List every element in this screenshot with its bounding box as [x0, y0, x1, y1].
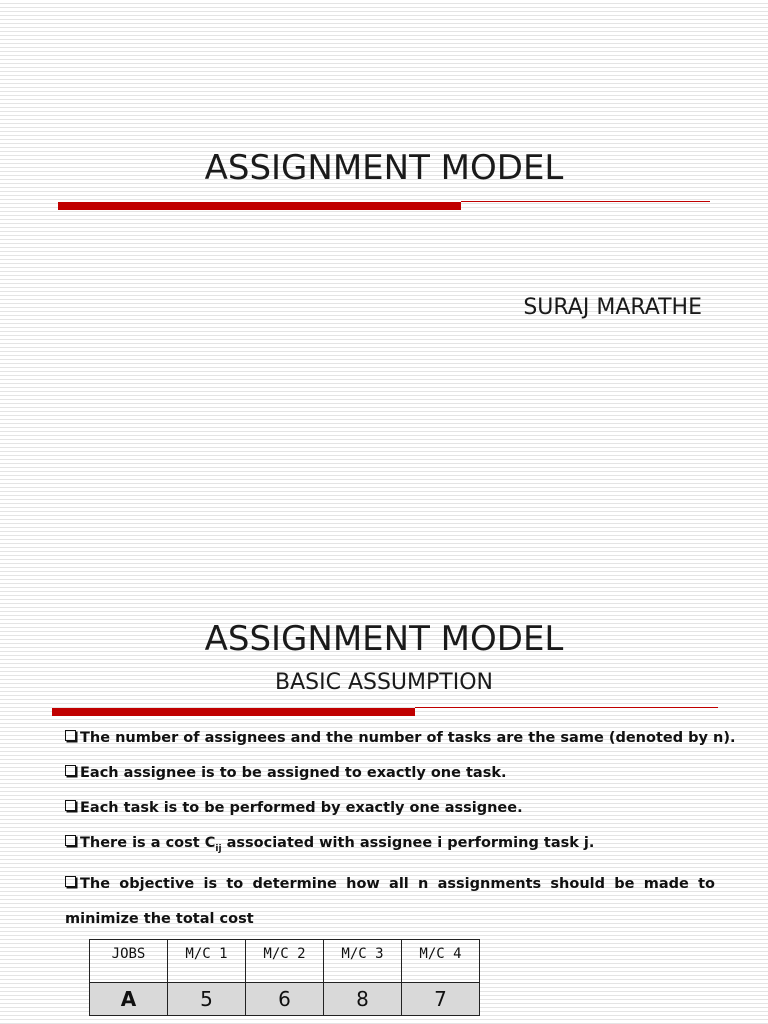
list-item: Each assignee is to be assigned to exactly one task.	[65, 756, 715, 791]
checkbox-bullet-icon	[65, 835, 76, 846]
checkbox-bullet-icon	[65, 800, 76, 811]
title-underline-thick	[58, 202, 461, 210]
checkbox-bullet-icon	[65, 876, 76, 887]
table-header-cell: JOBS	[90, 940, 168, 983]
checkbox-bullet-icon	[65, 730, 76, 741]
table-header-cell: M/C 3	[324, 940, 402, 983]
cost-table	[89, 939, 480, 1016]
cost-subscript: ij	[215, 843, 222, 854]
subtitle-underline-thin	[415, 707, 718, 708]
author-name: SURAJ MARATHE	[523, 295, 702, 320]
table-cell: 8	[324, 983, 402, 1016]
checkbox-bullet-icon	[65, 765, 76, 776]
table-header-cell: M/C 4	[402, 940, 480, 983]
slide-2	[0, 512, 768, 1024]
table-header-row	[90, 940, 480, 983]
title-underline-thin	[461, 201, 710, 202]
slide-1-title: ASSIGNMENT MODEL	[204, 148, 564, 188]
list-item: The number of assignees and the number of tasks are the same (denoted by n).	[65, 721, 715, 756]
table-cell: 7	[402, 983, 480, 1016]
list-item: Each task is to be performed by exactly one assignee.	[65, 791, 715, 826]
table-header-cell: M/C 2	[246, 940, 324, 983]
slide-2-subtitle: BASIC ASSUMPTION	[275, 670, 493, 695]
list-item: The objective is to determine how all n assignments should be made to	[65, 867, 715, 902]
table-header-cell: M/C 1	[168, 940, 246, 983]
table-cell: 6	[246, 983, 324, 1016]
table-cell: 5	[168, 983, 246, 1016]
slide-2-title: ASSIGNMENT MODEL	[204, 619, 564, 659]
list-item: There is a cost $C_{ij}$ associated with assignee i performing task j.	[65, 826, 715, 867]
table-cell: A	[90, 983, 168, 1016]
list-item-continuation: minimize the total cost	[65, 910, 254, 927]
subtitle-underline-thick	[52, 708, 415, 716]
table-row	[90, 983, 480, 1016]
assumption-list	[65, 721, 736, 937]
